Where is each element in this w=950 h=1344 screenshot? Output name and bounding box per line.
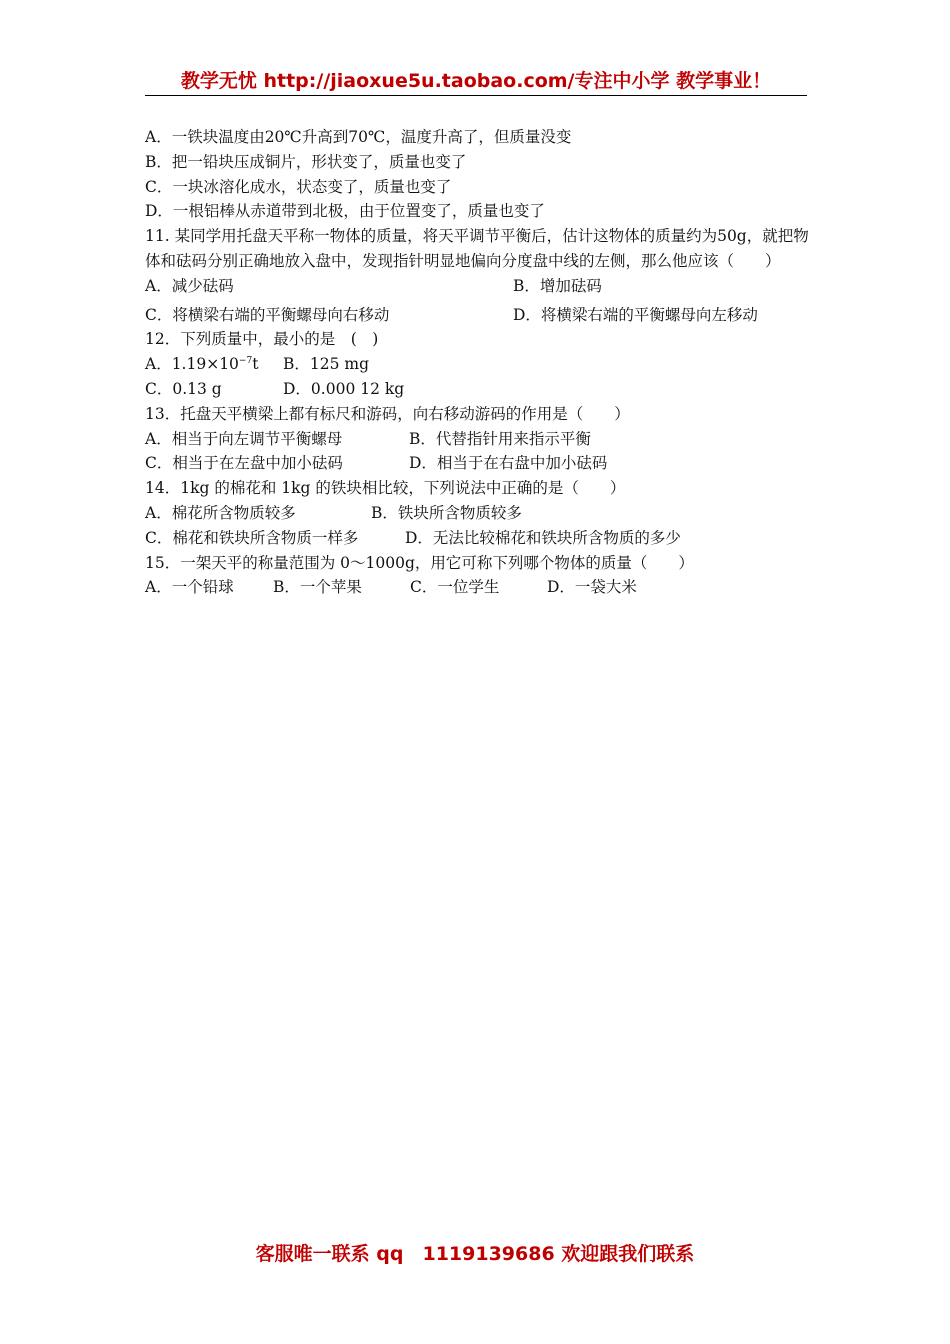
q11-options-row1 bbox=[145, 274, 810, 299]
q12-options-row2 bbox=[145, 377, 810, 402]
q15-stem: 15．一架天平的称量范围为 0～1000g，用它可称下列哪个物体的质量（ ） bbox=[145, 553, 694, 572]
q12-option-a bbox=[145, 352, 283, 377]
q10-option-a: A．一铁块温度由20℃升高到70℃，温度升高了，但质量没变 bbox=[145, 128, 572, 146]
q13-option-b: B．代替指针用来指示平衡 bbox=[409, 429, 591, 448]
q15-options-row bbox=[145, 575, 810, 600]
q14-options-row1 bbox=[145, 501, 810, 526]
q14-option-d: D．无法比较棉花和铁块所含物质的多少 bbox=[405, 528, 681, 547]
q15-option-c: C．一位学生 bbox=[410, 578, 500, 597]
q12-option-b: B．125 mg bbox=[283, 355, 370, 374]
q15-option-a: A．一个铅球 bbox=[145, 578, 234, 597]
q13-option-a: A．相当于向左调节平衡螺母 bbox=[145, 429, 343, 448]
q12-option-c: C．0.13 g bbox=[145, 379, 222, 398]
q13-option-d: D．相当于在右盘中加小砝码 bbox=[409, 454, 608, 473]
q12-stem: 12．下列质量中，最小的是 ( ) bbox=[145, 330, 379, 349]
q12-option-a-exponent: −7 bbox=[238, 356, 253, 367]
q12-option-a-value: A．1.19×10 bbox=[145, 355, 239, 374]
q14-option-b: B．铁块所含物质较多 bbox=[371, 503, 522, 522]
q13-stem: 13．托盘天平横梁上都有标尺和游码，向右移动游码的作用是（ ） bbox=[145, 404, 630, 423]
q14-options-row2 bbox=[145, 526, 810, 551]
q15-option-b: B．一个苹果 bbox=[273, 578, 362, 597]
q14-stem: 14．1kg 的棉花和 1kg 的铁块相比较，下列说法中正确的是（ ） bbox=[145, 479, 626, 498]
q12-options-row1 bbox=[145, 352, 810, 377]
q14-option-a: A．棉花所含物质较多 bbox=[145, 503, 296, 522]
q11-options-row2 bbox=[145, 303, 810, 328]
footer-contact: 客服唯一联系 qq 1119139686 欢迎跟我们联系 bbox=[255, 1243, 695, 1265]
header-banner: 教学无忧 http://jiaoxue5u.taobao.com/专注中小学 教学事业！ bbox=[145, 66, 807, 96]
q13-option-c: C．相当于在左盘中加小砝码 bbox=[145, 454, 343, 473]
q13-options-row2 bbox=[145, 451, 810, 476]
q13-options-row1 bbox=[145, 427, 810, 452]
q10-option-b: B．把一铅块压成铜片，形状变了，质量也变了 bbox=[145, 152, 467, 171]
q10-option-d: D．一根铝棒从赤道带到北极，由于位置变了，质量也变了 bbox=[145, 202, 545, 221]
q12-option-a-unit: t bbox=[252, 355, 259, 374]
q10-option-c: C．一块冰溶化成水，状态变了，质量也变了 bbox=[145, 177, 452, 196]
q11-option-a: A．减少砝码 bbox=[145, 276, 234, 295]
q11-stem: 11. 某同学用托盘天平称一物体的质量，将天平调节平衡后，估计这物体的质量约为50g，就把物体和砝码分别正确地放入盘中，发现指针明显地偏向分度盘中线的左侧，那么他应该（ ） bbox=[145, 227, 809, 270]
q12-option-d: D．0.000 12 kg bbox=[283, 379, 405, 398]
q14-option-c: C．棉花和铁块所含物质一样多 bbox=[145, 528, 359, 547]
q11-option-c: C．将横梁右端的平衡螺母向右移动 bbox=[145, 305, 390, 324]
question-list bbox=[145, 125, 810, 600]
q11-option-d: D．将横梁右端的平衡螺母向左移动 bbox=[513, 305, 758, 324]
q15-option-d: D．一袋大米 bbox=[547, 578, 637, 597]
q11-option-b: B．增加砝码 bbox=[513, 276, 602, 295]
